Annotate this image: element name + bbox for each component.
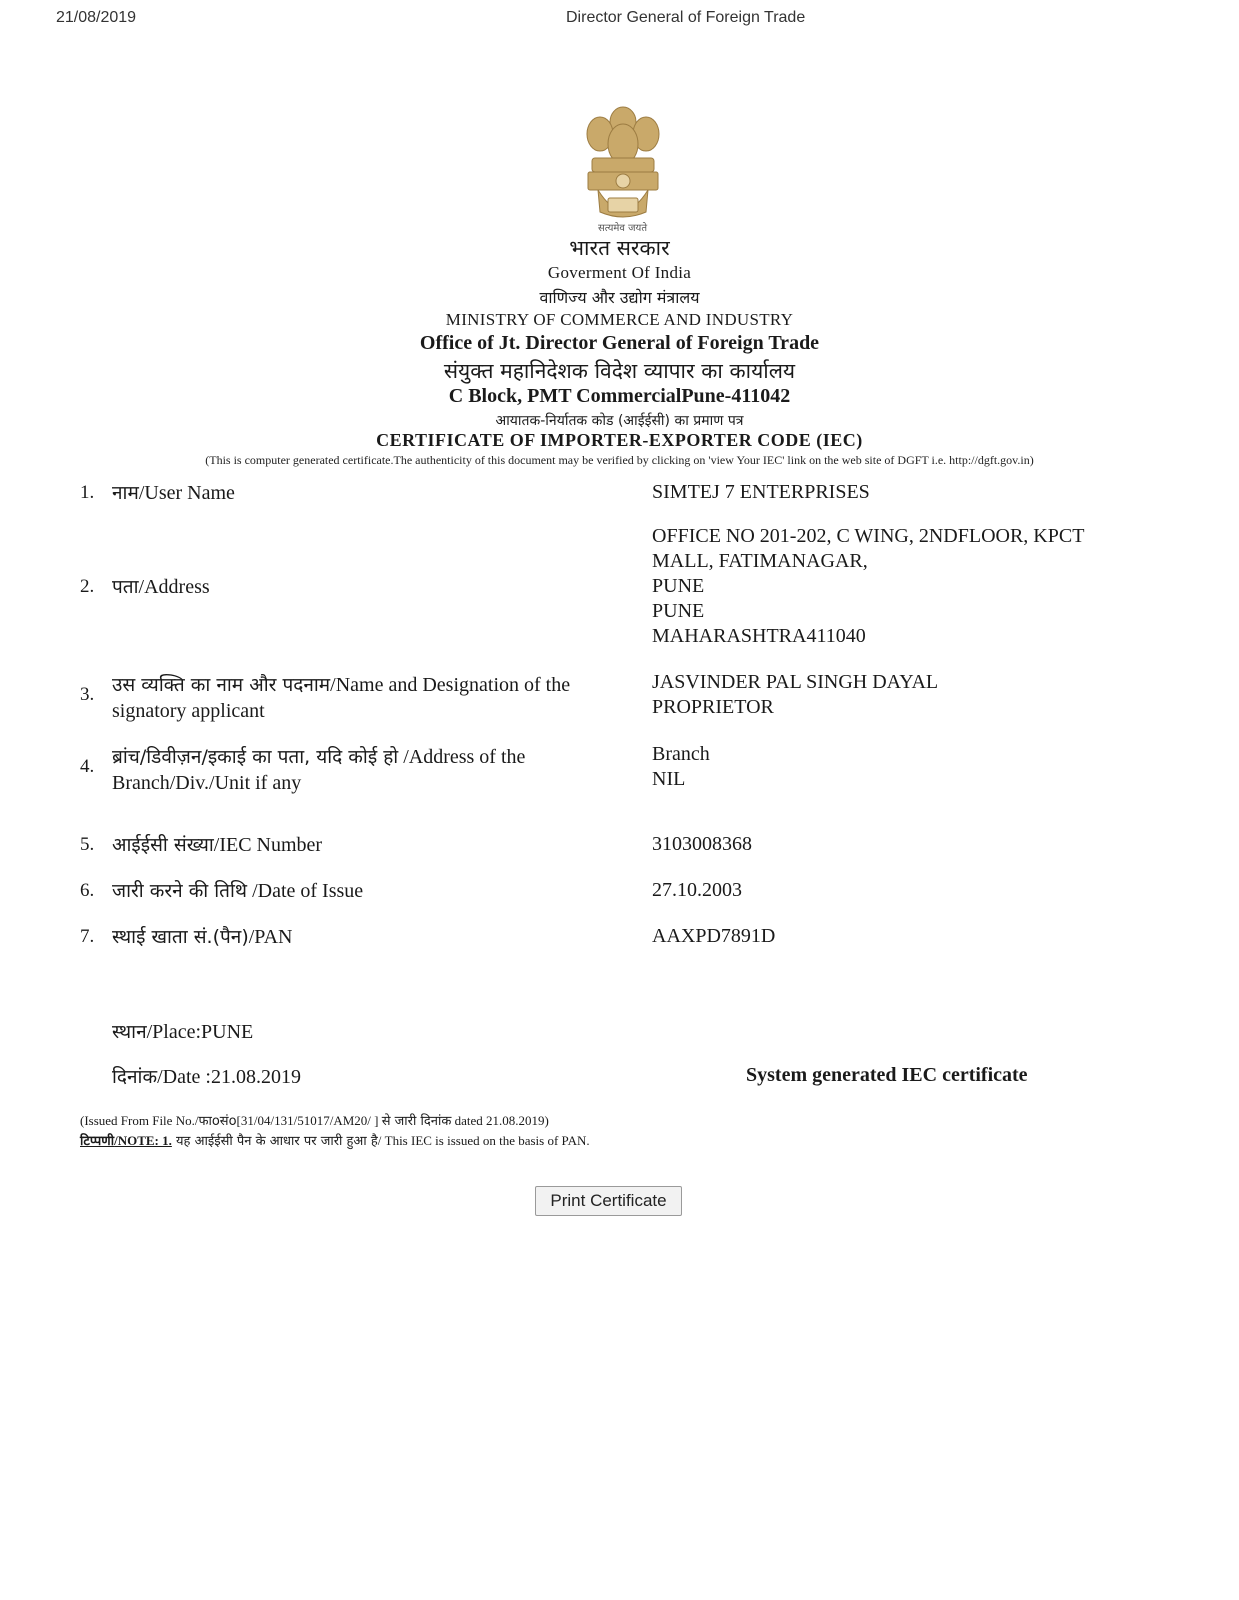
ministry-heading: MINISTRY OF COMMERCE AND INDUSTRY	[445, 310, 794, 329]
office-heading: Office of Jt. Director General of Foreign Trade	[419, 332, 820, 354]
hindi-ministry-heading: वाणिज्य और उद्योग मंत्रालय	[539, 288, 700, 307]
note-label: टिप्पणी/NOTE: 1.	[80, 1133, 172, 1149]
field-label: पता/Address	[112, 576, 210, 598]
field-label: आईईसी संख्या/IEC Number	[112, 834, 323, 856]
field-value: Branch NIL	[652, 743, 710, 790]
field-number: 7.	[80, 926, 95, 947]
field-value: AAXPD7891D	[652, 925, 776, 947]
system-generated-label: System generated IEC certificate	[746, 1064, 1028, 1086]
lion-capital-icon	[578, 100, 668, 230]
hindi-office-heading: संयुक्त महानिदेशक विदेश व्यापार का कार्यालय	[443, 359, 796, 383]
field-label: ब्रांच/डिवीज़न/इकाई का पता, यदि कोई हो /Address of the Branch/Div./Unit if any	[112, 746, 526, 794]
field-number: 6.	[80, 880, 95, 901]
field-label: नाम/User Name	[112, 482, 235, 504]
issued-from-file: (Issued From File No./फाoसंo[31/04/131/51017/AM20/ ] से जारी दिनांक dated 21.08.2019)	[80, 1113, 549, 1129]
place-line: स्थान/Place:PUNE	[112, 1021, 254, 1043]
date-line: दिनांक/Date :21.08.2019	[112, 1066, 301, 1088]
national-emblem-icon	[578, 100, 668, 230]
field-value: JASVINDER PAL SINGH DAYAL PROPRIETOR	[652, 671, 939, 718]
pan-note: टिप्पणी/NOTE: 1. यह आईईसी पैन के आधार पर जारी हुआ है/ This IEC is issued on the basis of PAN.	[80, 1133, 590, 1149]
office-address: C Block, PMT CommercialPune-411042	[448, 385, 791, 407]
certificate-title: CERTIFICATE OF IMPORTER-EXPORTER CODE (IEC)	[376, 430, 863, 450]
field-number: 4.	[80, 756, 95, 777]
field-label: उस व्यक्ति का नाम और पदनाम/Name and Designation of the signatory applicant	[112, 674, 571, 722]
field-label: जारी करने की तिथि /Date of Issue	[112, 880, 364, 902]
print-date: 21/08/2019	[56, 9, 137, 26]
field-value: 3103008368	[652, 833, 752, 855]
hindi-certificate-title: आयातक-निर्यातक कोड (आईईसी) का प्रमाण पत्र	[495, 413, 744, 429]
hindi-government-heading: भारत सरकार	[569, 236, 670, 260]
field-number: 5.	[80, 834, 95, 855]
print-certificate-button[interactable]: Print Certificate	[535, 1186, 682, 1216]
field-value: SIMTEJ 7 ENTERPRISES	[652, 481, 870, 503]
field-number: 1.	[80, 482, 95, 503]
emblem-motto: सत्यमेव जयते	[597, 223, 648, 234]
government-heading: Goverment Of India	[547, 263, 692, 282]
field-value: OFFICE NO 201-202, C WING, 2NDFLOOR, KPCT MALL, FATIMANAGAR, PUNE PUNE MAHARASHTRA411040	[652, 525, 1085, 647]
print-title: Director General of Foreign Trade	[566, 9, 806, 26]
authenticity-note: (This is computer generated certificate.The authenticity of this document may be verified by clicking on 'view Your IEC' link on the web site of DGFT i.e. http://dgft.gov.in)	[205, 453, 1034, 467]
print-header	[0, 8, 1239, 32]
field-number: 2.	[80, 576, 95, 597]
field-label: स्थाई खाता सं.(पैन)/PAN	[112, 926, 293, 948]
field-value: 27.10.2003	[652, 879, 742, 901]
field-number: 3.	[80, 684, 95, 705]
